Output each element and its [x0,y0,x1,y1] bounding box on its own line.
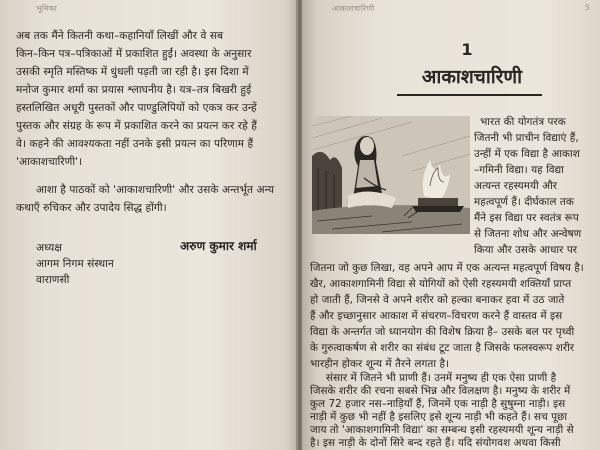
text-line: आशा है पाठकों को 'आकाशचारिणी' और उसके अन्तर्भूत अन्य [36,184,275,196]
left-page [0,0,298,450]
text-line: मनोज कुमार शर्मा का प्रयास श्लाघनीय है। यत्र–तत्र बिखरी हुई [16,84,252,96]
text-line: कथाएँ रुचिकर और उपादेय सिद्ध होंगी। [16,202,167,214]
text-line: वे। कहने की आवश्यकता नहीं उनके इसी प्रयत्न का परिणाम हैं [16,138,254,150]
text-line: जाय तो 'आकाशगामिनी विद्या' का सम्बन्ध इसी रहस्यमयी शून्य नाड़ी से [310,424,574,436]
chapter-number: 1 [461,40,473,59]
text-line: उसकी स्मृति मस्तिष्क में धुंधली पड़ती जा रही है। इस दिशा में [16,66,249,78]
right-page [302,0,600,450]
meditating-woman-illustration [312,116,470,234]
text-line: कुल 72 हजार नस–नाड़ियाँ हैं, जिनमें एक नाड़ी है सुषुम्ना नाड़ी। इस [310,398,566,410]
text-line: है। इस नाड़ी के दोनों सिरे बन्द रहते हैं। यदि संयोगवश अथवा किसी [310,437,561,449]
text-line: अब तक मैंने कितनी कथा–कहानियाँ लिखीं और वे सब [16,30,224,42]
chapter-title: आकाशचारिणी [421,66,523,88]
page-number: 5 [584,3,590,12]
text-line: अत्यन्त रहस्यमयी और [474,180,558,192]
author-city: वाराणसी [36,274,70,286]
text-line: हस्तलिखित अधूरी पुस्तकों और पाण्डुलिपियों को एकत्र कर उन्हें [16,102,257,114]
author-organization: आगम निगम संस्थान [36,258,114,270]
text-line: मैंने इस विद्या पर स्वतंत्र रूप [474,212,579,224]
text-line: विद्या के अन्तर्गत जो ध्यानयोग की विशेष क्रिया है– उसके बल पर पृथ्वी [310,326,575,338]
text-line: भारत की योगतंत्र परक [480,116,566,128]
text-line: महत्वपूर्ण हैं। दीर्घकाल तक [474,196,574,208]
author-title: अध्यक्ष [36,242,63,254]
text-line: 'आकाशचारिणी'। [16,156,83,168]
chapter-title-rule [397,94,542,96]
text-line: भारहीन होकर शून्य में तैरने लगता है। [310,358,449,370]
text-line: किया और उसके आधार पर [474,244,578,256]
text-line: जिसके शरीर की रचना सबसे भिन्न और विलक्षण है। मनुष्य के शरीर में [310,385,571,397]
text-line: पुस्तक और संग्रह के रूप में प्रकाशित करने का प्रयत्न कर रहे हैं [16,120,257,132]
text-line: नाड़ी में कुछ भी नहीं है इसलिए इसे शून्य नाड़ी भी कहते हैं। सच पूछा [310,411,568,423]
text-line: जितनी भी प्राचीन विद्याएं हैं, [474,132,579,144]
text-line: किन–किन पत्र–पत्रिकाओं में प्रकाशित हुईं। अवस्था के अनुसार [16,48,252,60]
text-line: के गुरुत्वाकर्षण से शरीर का संबंध टूट जाता है जिसके फलस्वरूप शरीर [310,342,575,354]
text-line: –गमिनी विद्या। यह विद्या [474,164,564,176]
right-running-header: आकाशचारिणी [332,4,375,13]
author-signature: अरुण कुमार शर्मा [180,239,257,253]
text-line: खैर, आकाशगामिनी विद्या से योगियों को ऐसी रहस्यमयी शक्तियाँ प्राप्त [310,278,572,290]
left-running-header: भूमिका [36,4,57,13]
text-line: हो जाती हैं, जिनसे वे अपने शरीर को हल्का बनाकर हवा में उठ जाते [310,294,565,306]
text-line: उन्हीं में एक विद्या है आकाश [474,148,580,160]
text-line: हैं और इच्छानुसार आकाश में संचरण–विचरण करने हैं वास्तव में इस [310,310,563,322]
text-line: संसार में जितने भी प्राणी हैं। उनमें मनुष्य ही एक ऐसा प्राणी है [326,372,557,384]
text-line: जितना जो कुछ लिखा, वह अपने आप में एक अत्यन्त महत्वपूर्ण विषय है। [310,262,584,274]
text-line: से जितना शोध और अन्वेषण [474,228,582,240]
